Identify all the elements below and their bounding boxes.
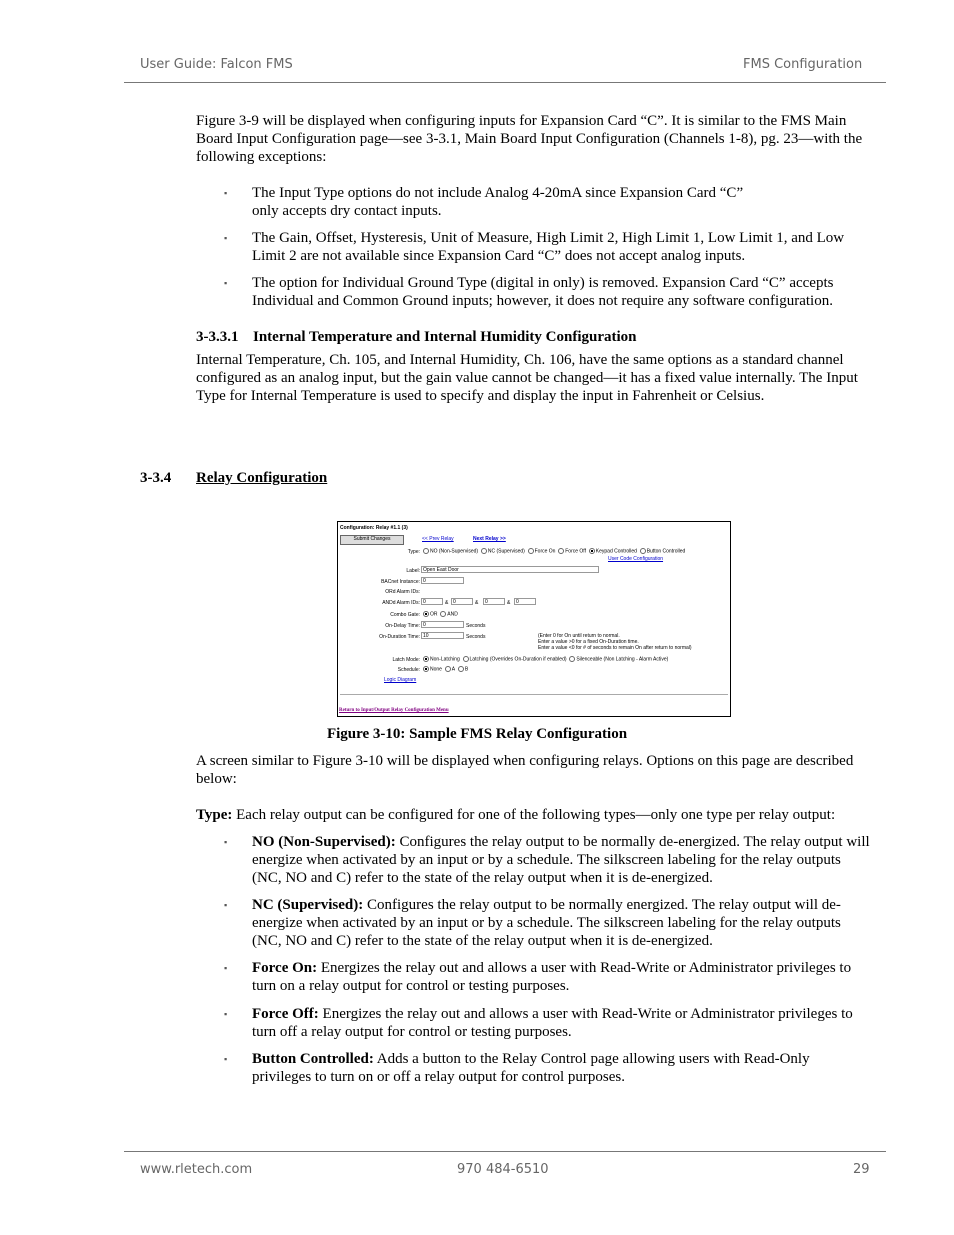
schedule-option: B bbox=[464, 666, 469, 673]
subsection-number: 3-3.3.1 bbox=[196, 329, 239, 345]
type-option: Force Off bbox=[565, 548, 586, 555]
type-option: Button Controlled bbox=[646, 548, 686, 555]
header-guide-title: User Guide: Falcon FMS bbox=[140, 57, 293, 72]
type-desc: Adds a button to the Relay Control page allowing users with Read-Only privileges to turn on or off a relay output for control purposes. bbox=[252, 1051, 810, 1085]
radio-selected-icon[interactable] bbox=[423, 666, 429, 672]
combo-options bbox=[423, 611, 458, 617]
type-desc: Configures the relay output to be normally energized. The relay output will de-energize when activated by an input or by a schedule. The silkscreen labeling for the relay outputs (NC, NO and C) refer to the state of the relay output when it is de-energized. bbox=[252, 897, 841, 949]
type-name: NO (Non-Supervised): bbox=[252, 834, 396, 850]
shot-divider bbox=[340, 694, 728, 695]
subsection-body: Internal Temperature, Ch. 105, and Internal Humidity, Ch. 106, have the same options as a standard channel configured as an analog input, but the gain value cannot be changed—it has a fixed value internally. The Input Type for Internal Temperature is used to specify and display the input in Fahrenheit or Celsius. bbox=[196, 352, 858, 404]
type-options bbox=[423, 548, 685, 554]
type-desc: Energizes the relay out and allows a user with Read-Write or Administrator privileges to turn off a relay output for control or testing purposes. bbox=[252, 1006, 853, 1040]
type-name: Button Controlled: bbox=[252, 1051, 374, 1067]
type-option: NO (Non-Supervised) bbox=[430, 548, 479, 555]
schedule-options bbox=[423, 666, 468, 672]
next-relay-link[interactable]: Next Relay >> bbox=[473, 536, 506, 542]
section-number: 3-3.4 bbox=[140, 470, 172, 486]
relay-intro-paragraph: A screen similar to Figure 3-10 will be displayed when configuring relays. Options on this page are described below: bbox=[196, 753, 854, 787]
bacnet-label: BACnet Instance: bbox=[381, 579, 420, 585]
exception-text: The Input Type options do not include Analog 4-20mA since Expansion Card “C” only accepts dry contact inputs. bbox=[252, 185, 744, 219]
label-label: Label: bbox=[406, 568, 420, 574]
type-paragraph bbox=[196, 806, 876, 824]
bullet-icon: ▪ bbox=[224, 837, 228, 847]
return-menu-link[interactable]: Return to Input/Output Relay Configuration Menu bbox=[339, 708, 449, 713]
label-field[interactable]: Open East Door bbox=[421, 566, 599, 573]
onduration-label: On-Duration Time: bbox=[379, 634, 420, 640]
duration-note: Enter a value >0 for a fixed On-Duration time. bbox=[538, 639, 639, 645]
radio-selected-icon[interactable] bbox=[589, 548, 595, 554]
latch-label: Latch Mode: bbox=[392, 657, 420, 663]
latch-option: Latching (Overrides On-Duration if enabled) bbox=[469, 656, 567, 663]
schedule-label: Schedule: bbox=[397, 667, 420, 673]
type-desc: Configures the relay output to be normally de-energized. The relay output will energize when activated by an input or by a schedule. The silkscreen labeling for the relay outputs (NC, NO and C) refer to the state of the relay output when it is de-energized. bbox=[252, 834, 870, 886]
type-option: Force On bbox=[534, 548, 556, 555]
logic-diagram-link[interactable]: Logic Diagram bbox=[384, 677, 417, 683]
radio-icon[interactable] bbox=[481, 548, 487, 554]
amp-text: & bbox=[475, 600, 479, 606]
section-title: Relay Configuration bbox=[196, 470, 328, 486]
bullet-icon: ▪ bbox=[224, 188, 228, 198]
radio-icon[interactable] bbox=[423, 548, 429, 554]
ored-label: ORd Alarm IDs: bbox=[385, 589, 420, 595]
radio-icon[interactable] bbox=[440, 611, 446, 617]
intro-paragraph: Figure 3-9 will be displayed when configuring inputs for Expansion Card “C”. It is similar to the FMS Main Board Input Configuration page—see 3-3.1, Main Board Input Configuration (Channels 1-8), pg. 23—with the following exceptions: bbox=[196, 113, 863, 165]
relay-config-screenshot bbox=[337, 521, 731, 717]
prev-relay-link[interactable]: << Prev Relay bbox=[422, 536, 454, 542]
shot-title: Configuration: Relay #1.1 (3) bbox=[340, 525, 408, 531]
bullet-icon: ▪ bbox=[224, 963, 228, 973]
amp-text: & bbox=[445, 600, 449, 606]
latch-options bbox=[423, 656, 668, 662]
ondelay-label: On-Delay Time: bbox=[385, 623, 420, 629]
latch-option: Silenceable (Non Latching - Alarm Active) bbox=[576, 656, 669, 663]
user-code-link[interactable]: User Code Configuration bbox=[608, 556, 664, 562]
radio-icon[interactable] bbox=[528, 548, 534, 554]
duration-note: (Enter 0 for On until return to normal. bbox=[538, 633, 620, 639]
type-item-text bbox=[252, 959, 872, 995]
duration-note: Enter a value <0 for # of seconds to remain On after return to normal) bbox=[538, 645, 692, 651]
exception-text: The Gain, Offset, Hysteresis, Unit of Measure, High Limit 2, High Limit 1, Low Limit 1, and Low Limit 2 are not available since Expansion Card “C” does not accept analog inputs. bbox=[252, 230, 845, 264]
seconds-text: Seconds bbox=[466, 634, 486, 640]
anded-field[interactable]: 0 bbox=[483, 598, 505, 605]
combo-label: Combo Gate: bbox=[390, 612, 420, 618]
radio-selected-icon[interactable] bbox=[423, 611, 429, 617]
anded-field[interactable]: 0 bbox=[514, 598, 536, 605]
exception-text: The option for Individual Ground Type (digital in only) is removed. Expansion Card “C” accepts Individual and Common Ground inputs; however, it does not require any software configuration. bbox=[252, 275, 834, 309]
ondelay-field[interactable]: 0 bbox=[421, 621, 464, 628]
bacnet-field[interactable]: 0 bbox=[421, 577, 464, 584]
latch-option: Non-Latching bbox=[430, 656, 460, 663]
radio-icon[interactable] bbox=[640, 548, 646, 554]
combo-option: AND bbox=[447, 611, 458, 618]
type-text: Each relay output can be configured for one of the following types—only one type per relay output: bbox=[232, 807, 836, 823]
footer-rule bbox=[124, 1151, 886, 1152]
header-rule bbox=[124, 82, 886, 83]
radio-icon[interactable] bbox=[458, 666, 464, 672]
radio-icon[interactable] bbox=[569, 656, 575, 662]
bullet-icon: ▪ bbox=[224, 1009, 228, 1019]
radio-icon[interactable] bbox=[463, 656, 469, 662]
schedule-option: None bbox=[430, 666, 442, 673]
anded-field[interactable]: 0 bbox=[421, 598, 443, 605]
page-number: 29 bbox=[853, 1162, 870, 1177]
type-item-text bbox=[252, 833, 872, 887]
amp-text: & bbox=[507, 600, 511, 606]
footer-website: www.rletech.com bbox=[140, 1162, 253, 1177]
radio-icon[interactable] bbox=[558, 548, 564, 554]
type-item-text bbox=[252, 1005, 872, 1041]
onduration-field[interactable]: 10 bbox=[421, 632, 464, 639]
submit-changes-button[interactable]: Submit Changes bbox=[340, 535, 404, 545]
anded-label: ANDd Alarm IDs: bbox=[382, 600, 420, 606]
bullet-icon: ▪ bbox=[224, 233, 228, 243]
type-desc: Energizes the relay out and allows a user with Read-Write or Administrator privileges to turn on a relay output for control or testing purposes. bbox=[252, 960, 852, 994]
anded-field[interactable]: 0 bbox=[451, 598, 473, 605]
bullet-icon: ▪ bbox=[224, 278, 228, 288]
footer-phone: 970 484-6510 bbox=[457, 1162, 549, 1177]
radio-selected-icon[interactable] bbox=[423, 656, 429, 662]
subsection-title: Internal Temperature and Internal Humidity Configuration bbox=[253, 329, 637, 345]
type-name: Force Off: bbox=[252, 1006, 319, 1022]
type-label: Type: bbox=[196, 807, 233, 823]
radio-icon[interactable] bbox=[445, 666, 451, 672]
type-name: Force On: bbox=[252, 960, 318, 976]
type-option: Keypad Controlled bbox=[595, 548, 637, 555]
schedule-option: A bbox=[451, 666, 456, 673]
type-name: NC (Supervised): bbox=[252, 897, 364, 913]
type-item-text bbox=[252, 1050, 872, 1086]
bullet-icon: ▪ bbox=[224, 900, 228, 910]
header-section-title: FMS Configuration bbox=[743, 57, 863, 72]
type-option: NC (Supervised) bbox=[487, 548, 525, 555]
combo-option: OR bbox=[430, 611, 438, 618]
type-label: Type: bbox=[407, 549, 420, 555]
seconds-text: Seconds bbox=[466, 623, 486, 629]
figure-caption: Figure 3-10: Sample FMS Relay Configuration bbox=[326, 726, 628, 742]
type-item-text bbox=[252, 896, 872, 950]
bullet-icon: ▪ bbox=[224, 1054, 228, 1064]
